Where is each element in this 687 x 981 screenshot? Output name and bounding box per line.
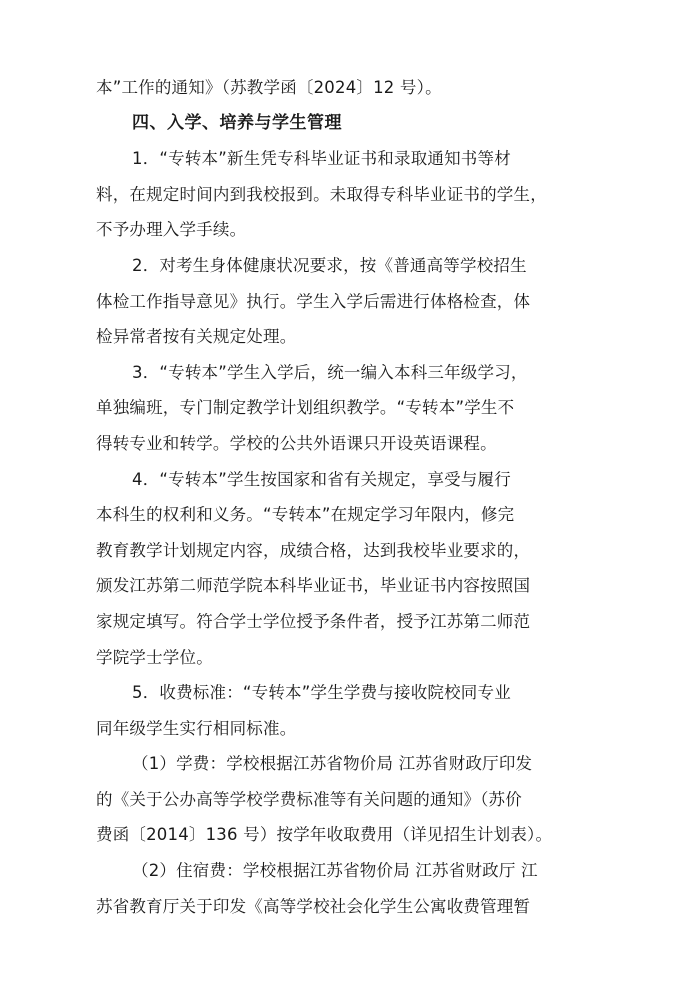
- paragraph-line: 同年级学生实行相同标准。: [96, 718, 297, 738]
- paragraph-line: 的《关于公办高等学校学费标准等有关问题的通知》（苏价: [96, 789, 522, 809]
- paragraph-line: 4．“专转本”学生按国家和省有关规定，享受与履行: [132, 469, 511, 489]
- paragraph-line: 费函〔2014〕136 号）按学年收取费用（详见招生计划表）。: [96, 825, 553, 845]
- paragraph-line: 不予办理入学手续。: [96, 220, 247, 240]
- paragraph-line: 1．“专转本”新生凭专科毕业证书和录取通知书等材: [132, 149, 511, 169]
- paragraph-line: 家规定填写。符合学士学位授予条件者，授予江苏第二师范: [96, 611, 531, 631]
- paragraph-line: （1）学费：学校根据江苏省物价局 江苏省财政厅印发: [132, 754, 533, 774]
- paragraph-line: 检异常者按有关规定处理。: [96, 327, 297, 347]
- paragraph-line: 学院学士学位。: [96, 647, 213, 667]
- paragraph-line: 单独编班，专门制定教学计划组织教学。“专转本”学生不: [96, 398, 515, 418]
- paragraph-line: 本科生的权利和义务。“专转本”在规定学习年限内，修完: [96, 505, 515, 525]
- paragraph-line: 2．对考生身体健康状况要求，按《普通高等学校招生: [132, 255, 527, 275]
- paragraph-line: 体检工作指导意见》执行。学生入学后需进行体格检查，体: [96, 291, 531, 311]
- paragraph-line: 得转专业和转学。学校的公共外语课只开设英语课程。: [96, 433, 497, 453]
- paragraph-line: 颁发江苏第二师范学院本科毕业证书，毕业证书内容按照国: [96, 576, 531, 596]
- paragraph-line: 本”工作的通知》（苏教学函〔2024〕12 号）。: [96, 78, 442, 97]
- paragraph-line: 5．收费标准：“专转本”学生学费与接收院校同专业: [132, 683, 511, 703]
- paragraph-line: 3．“专转本”学生入学后，统一编入本科三年级学习，: [132, 362, 528, 382]
- paragraph-line: 料，在规定时间内到我校报到。未取得专科毕业证书的学生，: [96, 184, 547, 204]
- paragraph-line: （2）住宿费：学校根据江苏省物价局 江苏省财政厅 江: [132, 861, 538, 881]
- paragraph-line: 教育教学计划规定内容，成绩合格，达到我校毕业要求的，: [96, 540, 531, 560]
- section-heading: 四、入学、培养与学生管理: [132, 112, 342, 133]
- paragraph-line: 苏省教育厅关于印发《高等学校社会化学生公寓收费管理暂: [96, 896, 531, 916]
- document-body: [96, 70, 596, 924]
